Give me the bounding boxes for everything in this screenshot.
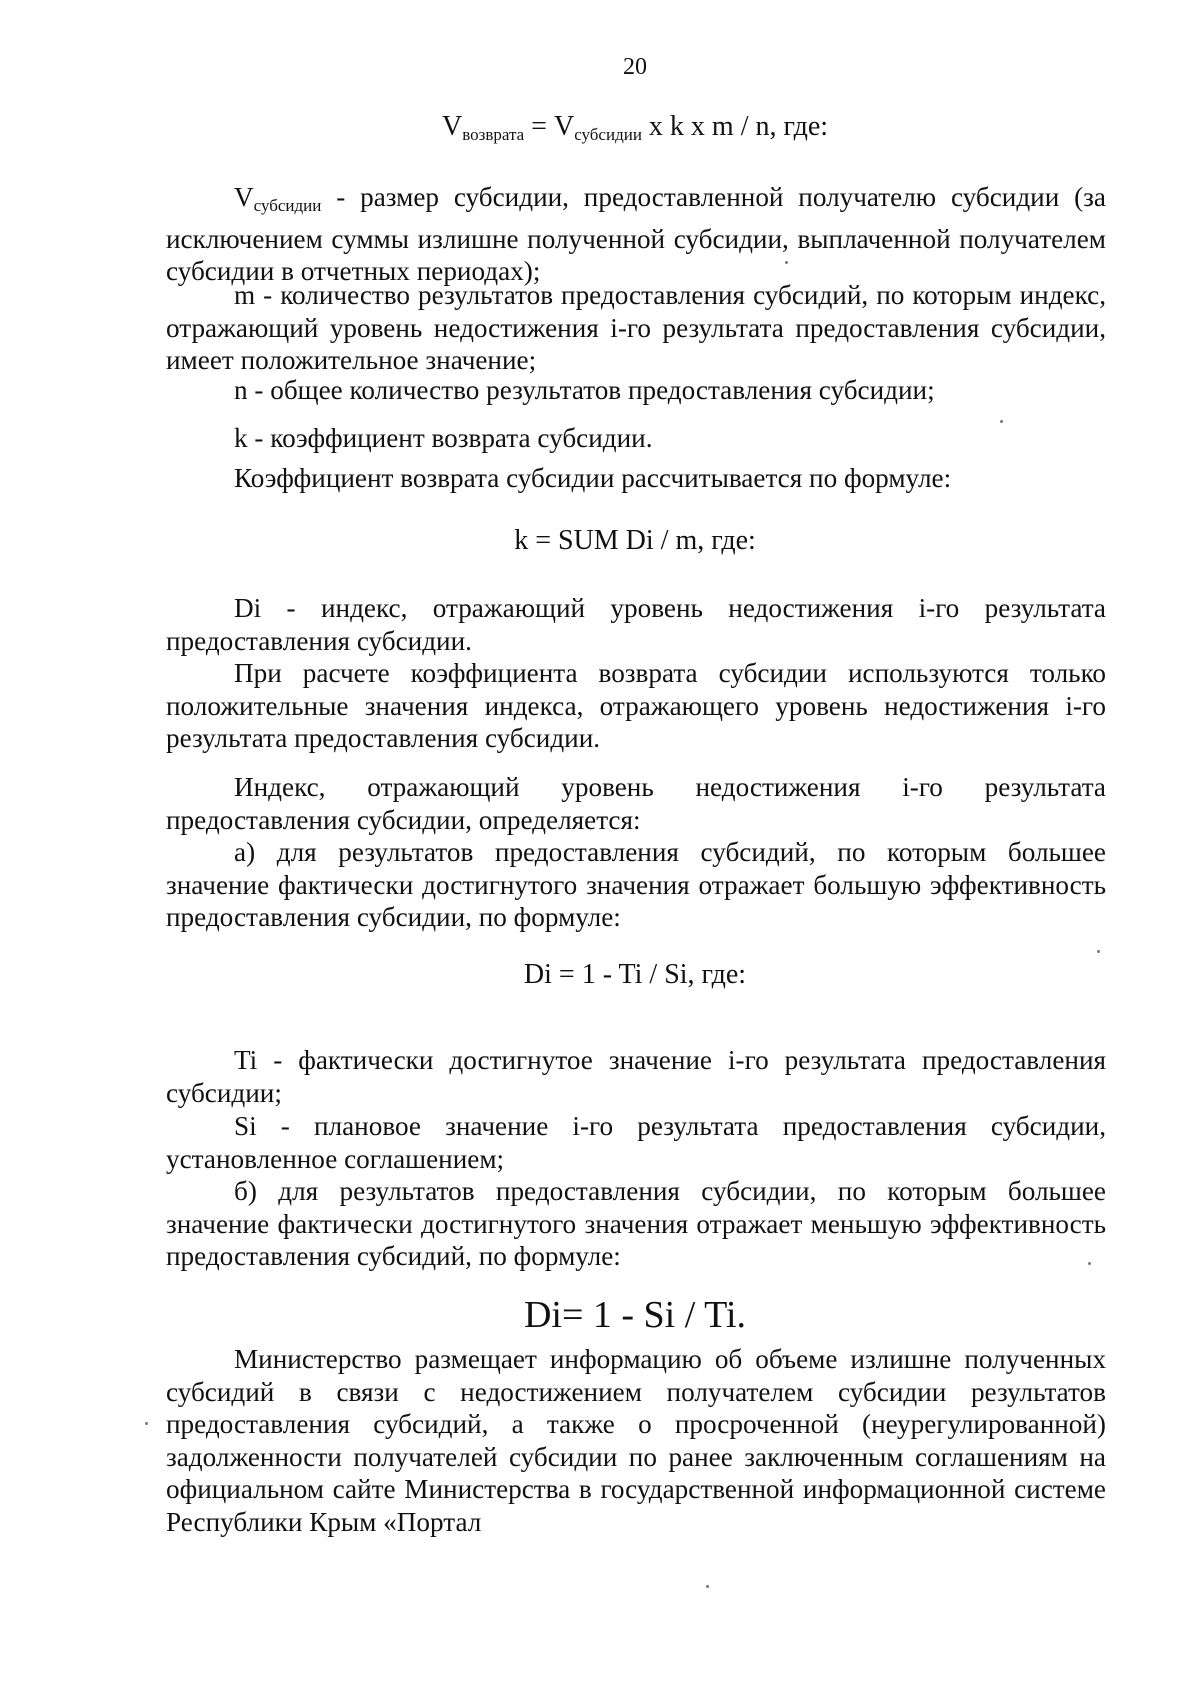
definition-m: m - количество результатов предоставления субсидий, по которым индекс, отражающий уровень недостижения i-го результата предоставления субсидии, имеет положительное значение;: [166, 280, 1106, 375]
def-v-subscript: субсидии: [253, 196, 322, 215]
scan-speck: [1000, 420, 1003, 423]
ministry-paragraph: Министерство размещает информацию об объеме излишне полученных субсидий в связи с недостижением получателем субсидии результатов предоставления субсидий, а также о просроченной (неурегулированной) задолженности получателей субсидии по ранее заключенным соглашениям на официальном сайте Министерства в государственной информационной системе Республики Крым «Портал: [166, 1344, 1106, 1537]
page-number: 20: [623, 54, 647, 80]
formula-v-symbol-2: V: [553, 111, 575, 142]
definition-ti: Ti - фактически достигнутое значение i-го результата предоставления субсидии;: [166, 1045, 1106, 1108]
formula-v-symbol: V: [441, 111, 463, 142]
scan-speck: [785, 261, 788, 264]
return-volume-formula: [0, 110, 1200, 152]
case-a: а) для результатов предоставления субсидий, по которым большее значение фактически достигнутого значения отражает большую эффективность предоставления субсидии, по формуле:: [166, 837, 1106, 932]
formula-subscript-return: возврата: [462, 125, 525, 144]
scan-speck: [1088, 1262, 1091, 1265]
scan-speck: [1097, 950, 1100, 953]
k-formula: k = SUM Di / m, где:: [514, 525, 756, 556]
di-formula-a: Di = 1 - Ti / Si, где:: [523, 959, 747, 990]
positive-values-note: При расчете коэффициента возврата субсидии используются только положительные значения индекса, отражающего уровень недостижения i-го результата предоставления субсидии.: [166, 658, 1106, 753]
formula-subscript-subsidy: субсидии: [574, 125, 642, 144]
definition-n: n - общее количество результатов предоставления субсидии;: [234, 375, 935, 405]
di-formula-b: Di= 1 - Si / Ti.: [523, 1294, 747, 1336]
definition-k: k - коэффициент возврата субсидии.: [234, 423, 653, 453]
scan-speck: [706, 1585, 709, 1588]
formula-equals: =: [524, 111, 554, 142]
k-formula-intro: Коэффициент возврата субсидии рассчитывается по формуле:: [234, 463, 952, 493]
def-v-text: - размер субсидии, предоставленной получателю субсидии (за исключением суммы излишне полученной субсидии, выплаченной получателем субсидии в отчетных периодах);: [166, 182, 1106, 286]
definition-si: Si - плановое значение i-го результата предоставления субсидии, установленное соглашением;: [166, 1111, 1106, 1174]
definition-v-subsidy: [166, 181, 1106, 288]
definition-di: Di - индекс, отражающий уровень недостижения i-го результата предоставления субсидии.: [166, 593, 1106, 656]
formula-rest: x k x m / n, где:: [641, 111, 829, 142]
scan-speck: [145, 1422, 148, 1425]
def-v-symbol: V: [234, 182, 254, 212]
index-intro: Индекс, отражающий уровень недостижения i-го результата предоставления субсидии, определяется:: [166, 772, 1106, 835]
case-b: б) для результатов предоставления субсидии, по которым большее значение фактически достигнутого значения отражает меньшую эффективность предоставления субсидий, по формуле:: [166, 1176, 1106, 1271]
